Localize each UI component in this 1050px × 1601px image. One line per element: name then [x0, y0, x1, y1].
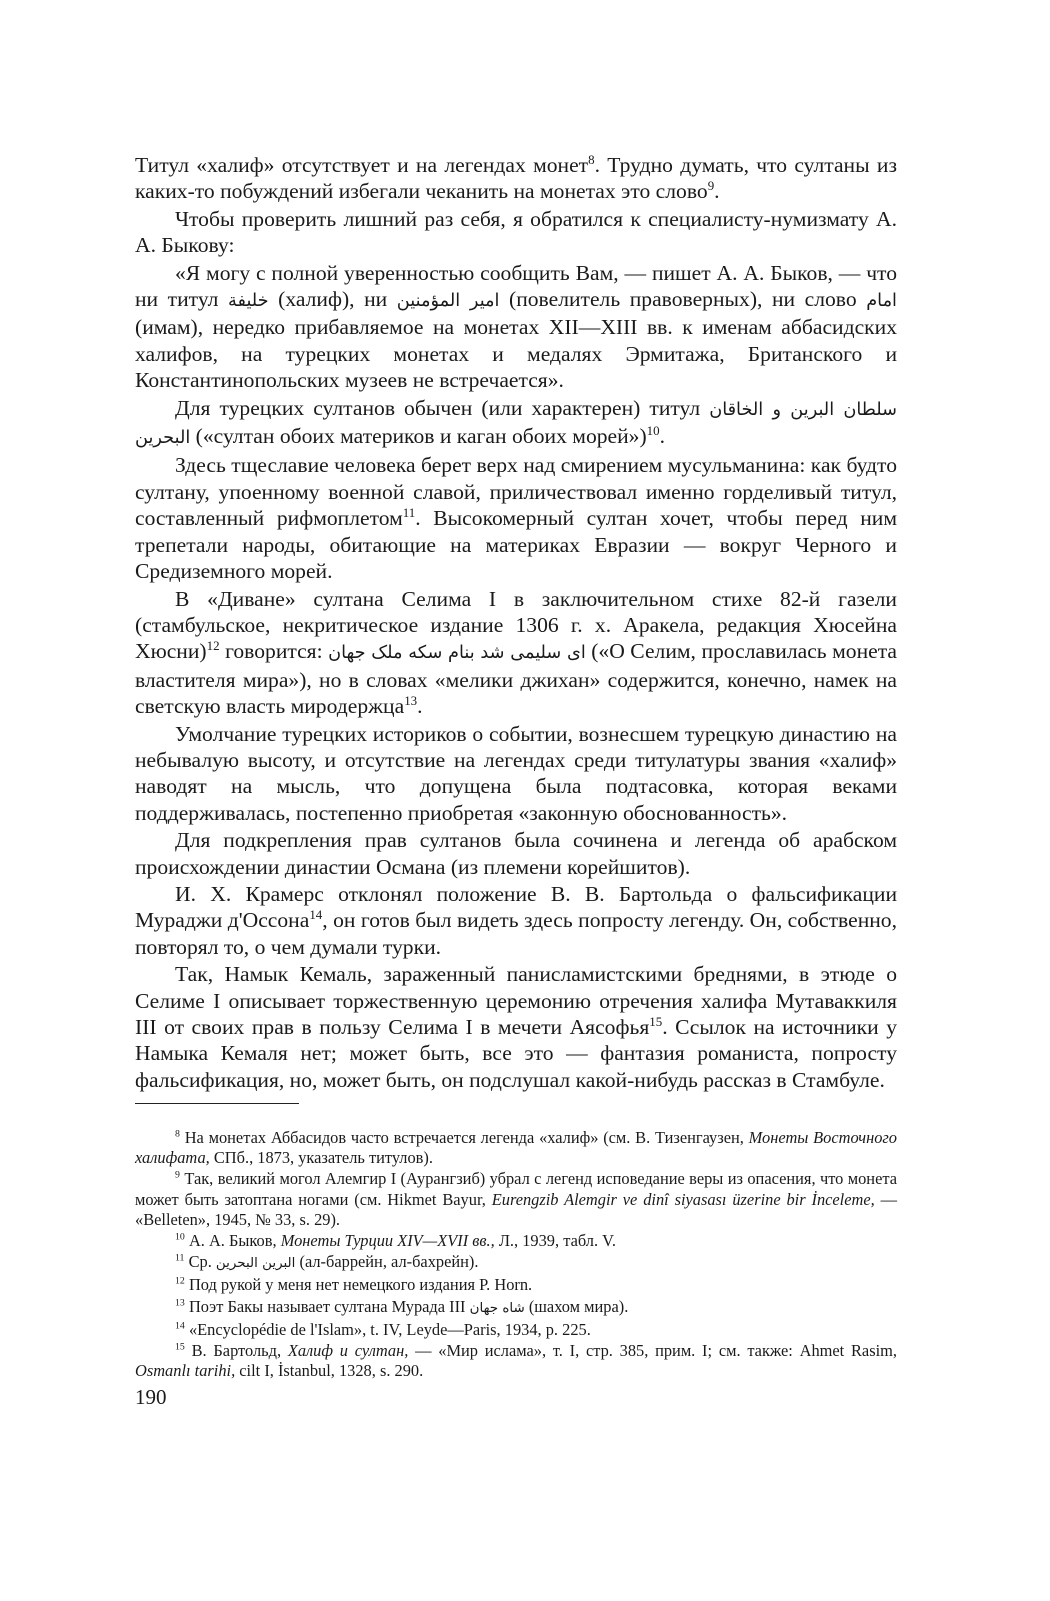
paragraph-2: Чтобы проверить лишний раз себя, я обратился к специалисту-нумизмату А. А. Быкову: — [135, 206, 897, 258]
footnote-8: $^8$ На монетах Аббасидов часто встречается легенда «халиф» (см. В. Тизенгаузен, Монеты Восточного халифата, СПб., 1873, указатель титулов). — [135, 1128, 897, 1168]
page-number: 190 — [135, 1385, 167, 1409]
footnote-ref-14[interactable]: 14 — [309, 907, 323, 923]
footnote-15: $^{15}$ В. Бартольд, Халиф и султан, — «Мир ислама», т. I, стр. 385, прим. I; см. также: Ahmet Rasim, Osmanlı tarihi, cilt I, İstanbul, 1328, s. 290. — [135, 1341, 897, 1381]
footnote-ref-11[interactable]: 11 — [402, 505, 416, 521]
paragraph-4: Для турецких султанов обычен (или характерен) титул سلطان البرين و الخاقان البحرين («султан обоих материков и каган обоих морей»)$^{10}$. — [135, 395, 897, 449]
paragraph-3: «Я могу с полной уверенностью сообщить Вам, — пишет А. А. Быков, — что ни титул خليفة (халиф), ни امیر المؤمنین (повелитель правоверных), ни слово امام (имам), нередко прибавляемое на монетах XII—XIII вв. к именам аббасидских халифов, на турецких монетах и медалях Эрмитажа, Британского и Константинопольских музеев не встречается». — [135, 260, 897, 393]
paragraph-8: Для подкрепления прав султанов была сочинена и легенда об арабском происхождении династии Османа (из племени корейшитов). — [135, 828, 897, 879]
footnote-ref-13[interactable]: 13 — [404, 692, 418, 708]
arabic-text: سلطان البرين و الخاقان البحرين — [135, 399, 897, 449]
main-text — [135, 152, 897, 1094]
footnote-10: $^{10}$ А. А. Быков, Монеты Турции XIV—XVII вв., Л., 1939, табл. V. — [175, 1231, 616, 1251]
paragraph-7: Умолчание турецких историков о событии, вознесшем турецкую династию на небывалую высоту, и отсутствие на легендах среди титулатуры звания «халиф» наводят на мысль, что допущена была подтасовка, которая веками поддерживалась, постепенно приобретая «законную обоснованность». — [135, 721, 897, 825]
paragraph-9: И. Х. Крамерс отклонял положение В. В. Бартольда о фальсификации Мураджи д'Оссона$^{14}$, он готов был видеть здесь попросту легенду. Он, собственно, повторял то, о чем думали турки. — [135, 881, 897, 959]
paragraph-1: Титул «халиф» отсутствует и на легендах монет$^8$. Трудно думать, что султаны из каких-то побуждений избегали чеканить на монетах это слово$^9$. — [135, 151, 897, 204]
paragraph-5: Здесь тщеславие человека берет верх над смирением мусульманина: как будто султану, упоенному военной славой, приличествовал именно горделивый титул, составленный рифмоплетом$^{11}$. Высокомерный султан хочет, чтобы перед ним трепетали народы, обитающие на материках Евразии — вокруг Черного и Средиземного морей. — [135, 453, 898, 584]
footnote-ref-15[interactable]: 15 — [649, 1013, 663, 1029]
footnote-ref-8[interactable]: 8 — [588, 151, 595, 167]
arabic-text: امام — [866, 291, 897, 312]
arabic-text: البرين البحرين — [215, 1256, 296, 1272]
arabic-text: ای سلیمی شد بنام سکه ملک جهان — [328, 643, 586, 664]
footnote-ref-10[interactable]: 10 — [646, 422, 660, 438]
footnote-12: $^{12}$ Под рукой у меня нет немецкого издания Р. Horn. — [175, 1275, 533, 1295]
paragraph-6: В «Диване» султана Селима I в заключительном стихе 82-й газели (стамбульское, некритическое издание 1306 г. х. Аракела, редакция Хюсейна Хюсни)$^{12}$ говорится: ای سلیمی شد بنام سکه ملک جهان («О Селим, прославилась монета властителя мира»), но в словах «мелики джихан» содержится, конечно, намек на светскую власть миродержца$^{13}$. — [135, 586, 897, 719]
footnote-13: $^{13}$ Поэт Бакы называет султана Мурада III شاه جهان (шахом мира). — [175, 1296, 629, 1316]
footnote-divider — [135, 1103, 299, 1104]
footnotes — [135, 1128, 897, 1382]
footnote-14: $^{14}$ «Encyclopédie de l'Islam», t. IV, Leyde—Paris, 1934, p. 225. — [175, 1319, 591, 1339]
footnote-ref-12[interactable]: 12 — [206, 638, 220, 654]
arabic-text: خليفة — [228, 291, 269, 312]
arabic-text: امیر المؤمنین — [396, 291, 500, 312]
arabic-text: شاه جهان — [469, 1300, 525, 1316]
footnote-ref-9[interactable]: 9 — [707, 178, 715, 194]
footnote-11: $^{11}$ Ср. البرين البحرين (ал-баррейн, ал-бахрейн). — [175, 1252, 479, 1272]
footnote-9: $^9$ Так, великий могол Алемгир I (Аурангзиб) убрал с легенд исповедание веры из опасения, что монета может быть затоптана ногами (см. Hikmet Bayur, Eurengzib Alemgir ve dinî siyasası üzerine bir İnceleme, — «Belleten», 1945, № 33, s. 29). — [135, 1169, 898, 1229]
paragraph-10: Так, Намык Кемаль, зараженный панисламистскими бреднями, в этюде о Селиме I описывает торжественную церемонию отречения халифа Мутаваккиля III от своих прав в пользу Селима I в мечети Аясофья$^{15}$. Ссылок на источники у Намыка Кемаля нет; может быть, все это — фантазия романиста, попросту фальсификация, но, может быть, он подслушал какой-нибудь рассказ в Стамбуле. — [135, 962, 897, 1092]
